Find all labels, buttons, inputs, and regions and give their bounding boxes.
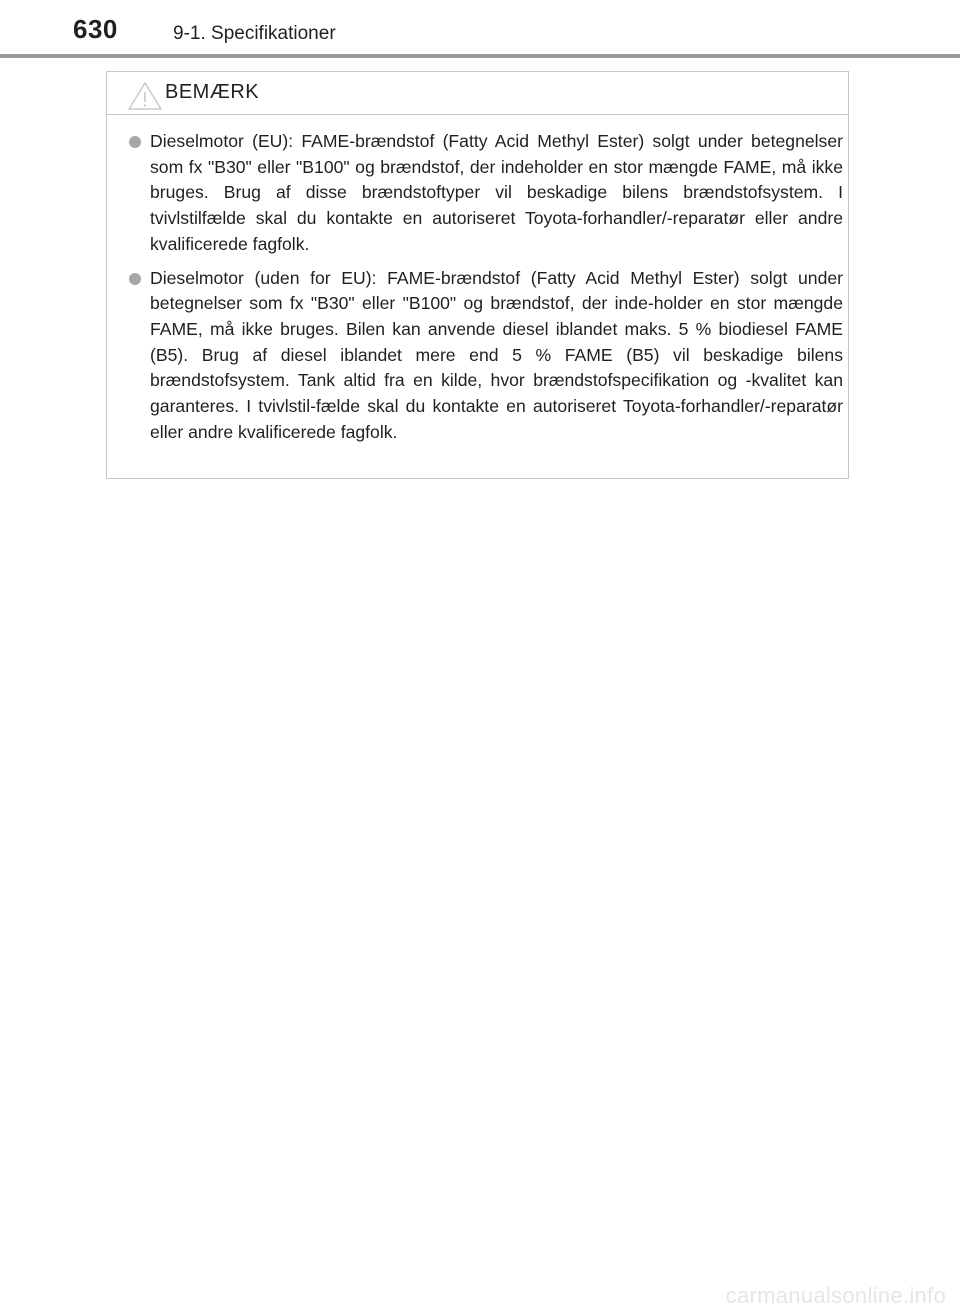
notice-body bbox=[129, 129, 843, 453]
header-rule bbox=[0, 54, 960, 58]
watermark: carmanualsonline.info bbox=[725, 1283, 946, 1308]
notice-item bbox=[129, 266, 843, 446]
notice-box bbox=[106, 71, 849, 479]
notice-label: BEMÆRK bbox=[165, 81, 260, 103]
bullet-icon bbox=[129, 273, 141, 285]
section-title: 9-1. Specifikationer bbox=[173, 23, 336, 44]
page-header bbox=[0, 0, 960, 60]
notice-item-text: Dieselmotor (EU): FAME-brændstof (Fatty Acid Methyl Ester) solgt under betegnelser som fx "B30" eller "B100" og brændstof, der indeholder en stor mængde FAME, må ikke bruges. Brug af disse brændstoftyper vil beskadige bilens brændstofsystem. I tvivlstilfælde skal du kontakte en autoriseret Toyota-forhandler/-reparatør eller andre kvalificerede fagfolk. bbox=[150, 131, 843, 254]
notice-item bbox=[129, 129, 843, 258]
notice-header bbox=[107, 72, 848, 115]
notice-item-text: Dieselmotor (uden for EU): FAME-brændstof (Fatty Acid Methyl Ester) solgt under betegnelser som fx "B30" eller "B100" og brændstof, der inde-holder en stor mængde FAME, må ikke bruges. Bilen kan anvende diesel iblandet maks. 5 % biodiesel FAME (B5). Brug af diesel iblandet mere end 5 % FAME (B5) vil beskadige bilens brændstofsystem. Tank altid fra en kilde, hvor brændstofspecifikation og -kvalitet kan garanteres. I tvivlstil-fælde skal du kontakte en autoriseret Toyota-forhandler/-reparatør eller andre kvalificerede fagfolk. bbox=[150, 267, 843, 442]
warning-triangle-icon bbox=[127, 81, 163, 111]
page-number: 630 bbox=[73, 14, 118, 44]
bullet-icon bbox=[129, 136, 141, 148]
